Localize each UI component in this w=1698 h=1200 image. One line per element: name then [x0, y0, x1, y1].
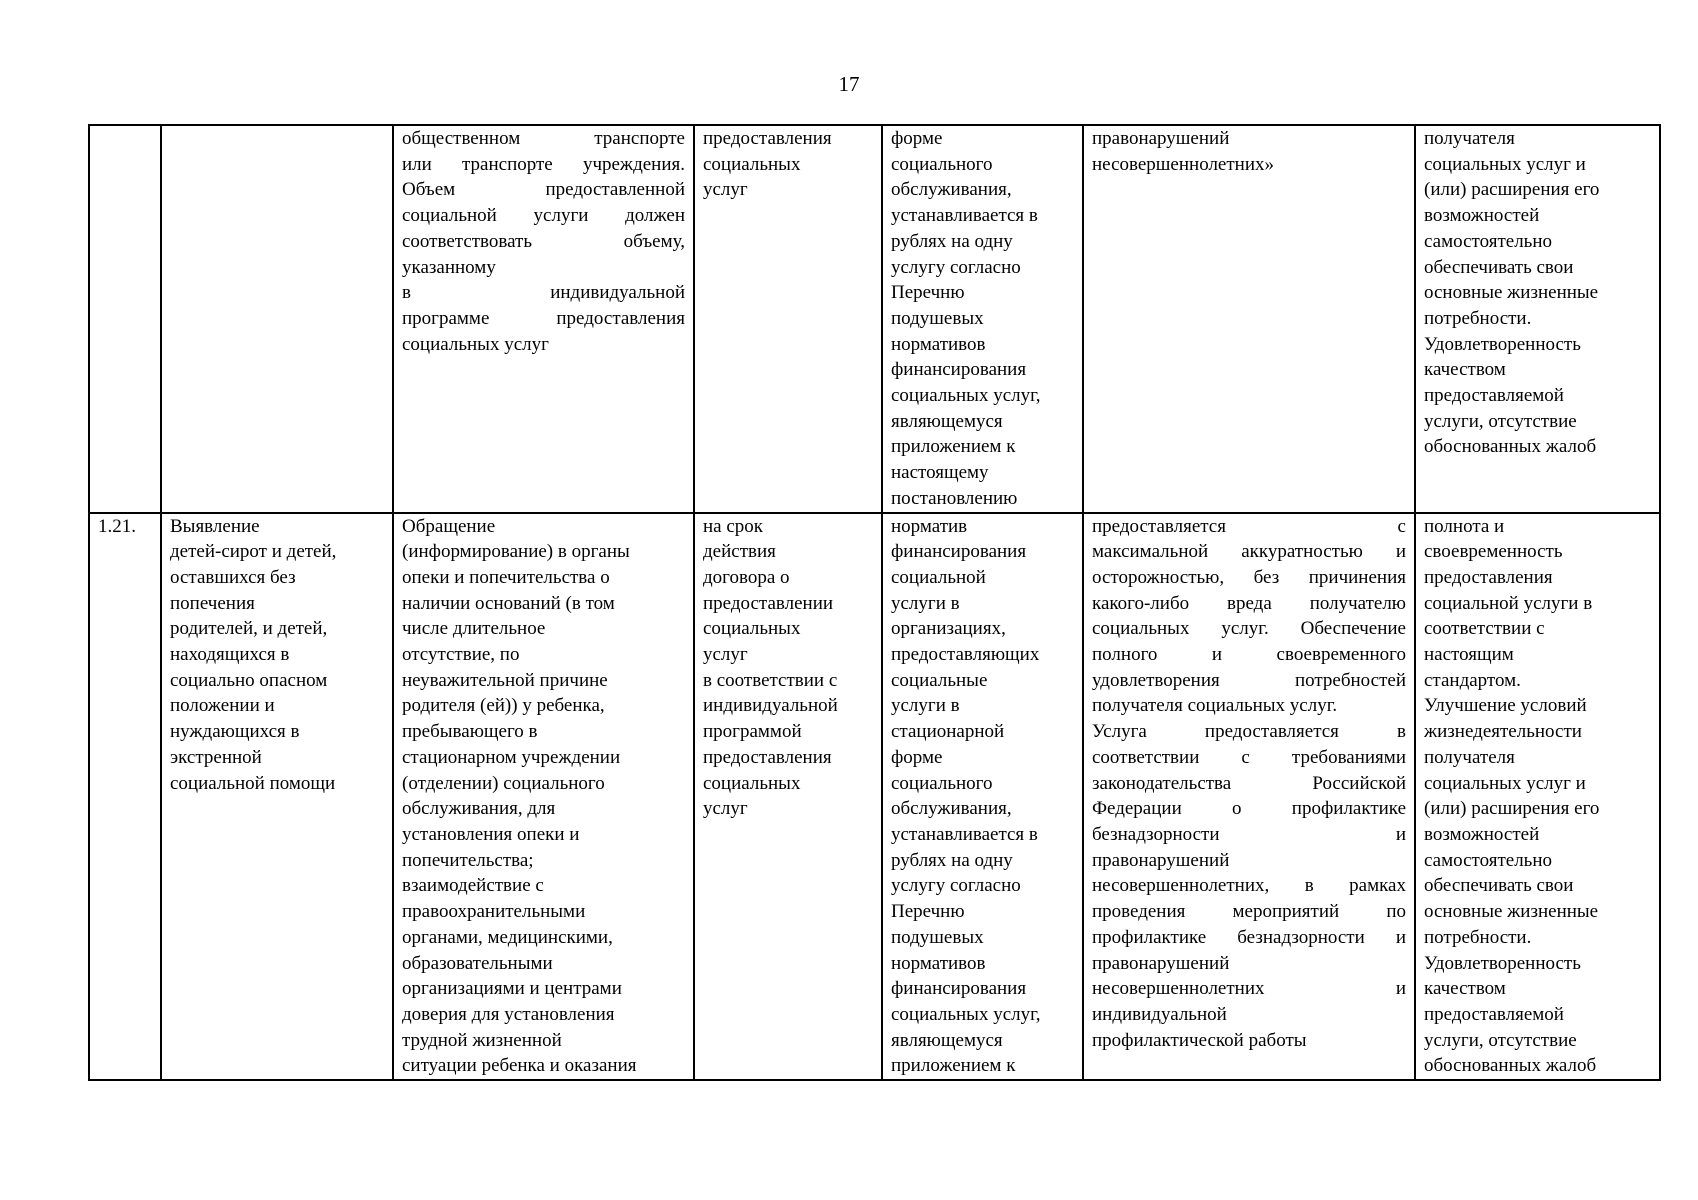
cell-service-price: форме социального обслуживания, устанавливается в рублях на одну услугу согласно Перечню подушевых нормативов финансирования социальных услуг, являющемуся приложением к настоящему постановлению: [882, 125, 1083, 513]
cell-service-name: [161, 125, 393, 513]
table-row: [89, 125, 1660, 513]
cell-service-conditions: правонарушений несовершеннолетних»: [1083, 125, 1415, 513]
cell-service-name: Выявление детей-сирот и детей, оставшихся без попечения родителей, и детей, находящихся в социально опасном положении и нуждающихся в экстренной социальной помощи: [161, 513, 393, 1080]
page-number: 17: [838, 72, 860, 96]
cell-service-content: общественном транспорте или транспорте учреждения. Объем предоставленной социальной услуги должен соответствовать объему, указанному в индивидуальной программе предоставления социальных услуг: [393, 125, 694, 513]
cell-service-results: получателя социальных услуг и (или) расширения его возможностей самостоятельно обеспечивать свои основные жизненные потребности. Удовлетворенность качеством предоставляемой услуги, отсутствие обоснованных жалоб: [1415, 125, 1660, 513]
table-row: [89, 513, 1660, 1080]
cell-service-price: норматив финансирования социальной услуги в организациях, предоставляющих социальные услуги в стационарной форме социального обслуживания, устанавливается в рублях на одну услугу согласно Перечню подушевых нормативов финансирования социальных услуг, являющемуся приложением к: [882, 513, 1083, 1080]
cell-service-results: полнота и своевременность предоставления социальной услуги в соответствии с настоящим стандартом. Улучшение условий жизнедеятельности получателя социальных услуг и (или) расширения его возможностей самостоятельно обеспечивать свои основные жизненные потребности. Удовлетворенность качеством предоставляемой услуги, отсутствие обоснованных жалоб: [1415, 513, 1660, 1080]
cell-number: [89, 125, 161, 513]
cell-number: 1.21.: [89, 513, 161, 1080]
services-table: [88, 124, 1661, 1081]
cell-service-content: Обращение (информирование) в органы опеки и попечительства о наличии оснований (в том числе длительное отсутствие, по неуважительной причине родителя (ей)) у ребенка, пребывающего в стационарном учреждении (отделении) социального обслуживания, для установления опеки и попечительства; взаимодействие с правоохранительными органами, медицинскими, образовательными организациями и центрами доверия для установления трудной жизненной ситуации ребенка и оказания: [393, 513, 694, 1080]
cell-service-term: предоставления социальных услуг: [694, 125, 882, 513]
cell-service-conditions: предоставляется с максимальной аккуратностью и осторожностью, без причинения какого-либо вреда получателю социальных услуг. Обеспечение полного и своевременного удовлетворения потребностей получателя социальных услуг. Услуга предоставляется в соответствии с требованиями законодательства Российской Федерации о профилактике безнадзорности и правонарушений несовершеннолетних, в рамках проведения мероприятий по профилактике безнадзорности и правонарушений несовершеннолетних и индивидуальной профилактической работы: [1083, 513, 1415, 1080]
cell-service-term: на срок действия договора о предоставлении социальных услуг в соответствии с индивидуальной программой предоставления социальных услуг: [694, 513, 882, 1080]
